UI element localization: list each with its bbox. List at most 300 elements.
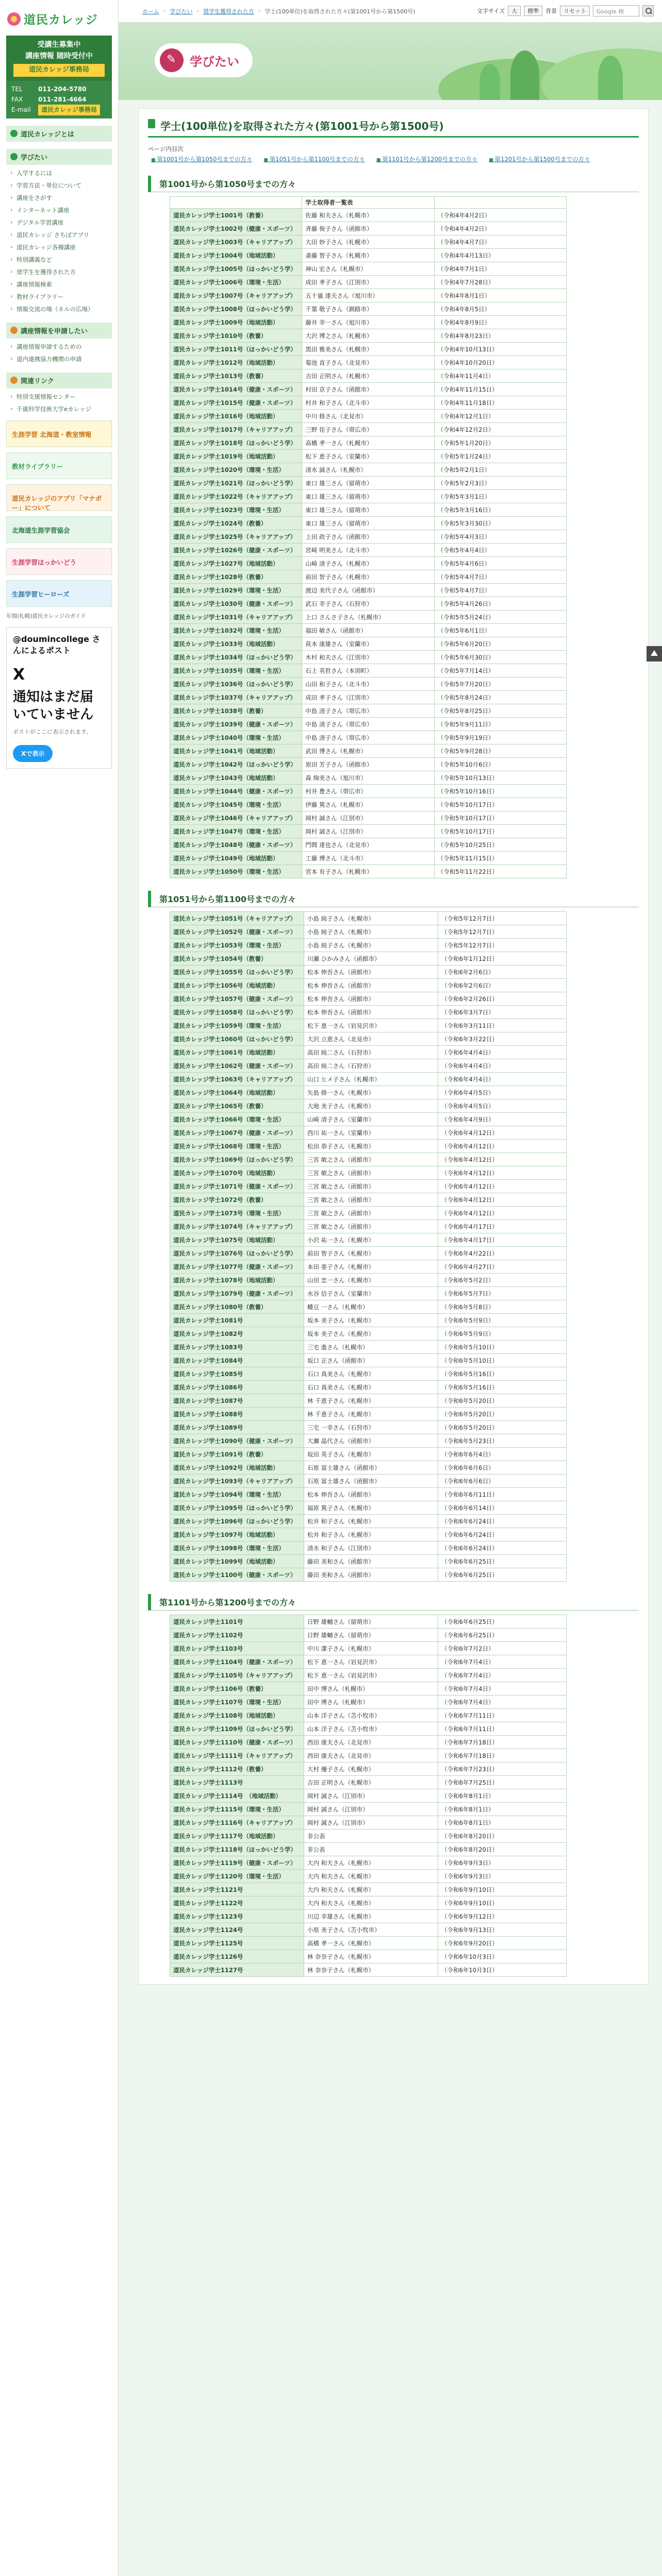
nav-bullet-icon	[10, 130, 18, 137]
recipient-name-cell: 山田 和子さん（北斗市）	[302, 677, 434, 691]
table-row	[170, 1006, 567, 1019]
recipient-name-cell: 斉藤 俊子さん（函館市）	[302, 222, 434, 235]
table-row	[170, 1896, 567, 1910]
table-row	[170, 343, 567, 356]
degree-number-cell: 道民カレッジ学士1034号（ほっかいどう学）	[170, 651, 302, 664]
degree-number-cell: 道民カレッジ学士1039号（健康・スポーツ）	[170, 718, 302, 731]
award-date-cell: （令和6年6月25日）	[438, 1568, 567, 1582]
degree-number-cell: 道民カレッジ学士1102号	[170, 1629, 304, 1642]
table-row	[170, 1287, 567, 1300]
award-date-cell: （令和6年8月1日）	[438, 1816, 567, 1829]
recipient-name-cell: 前田 智子さん（札幌市）	[302, 570, 434, 584]
site-logo[interactable]	[7, 10, 111, 27]
award-date-cell: （令和6年5月8日）	[438, 1300, 567, 1314]
award-date-cell: （令和6年5月16日）	[438, 1367, 567, 1381]
award-date-cell: （令和6年4月17日）	[438, 1220, 567, 1233]
recipient-name-cell: 松下 恵一さん（岩見沢市）	[304, 1655, 438, 1669]
table-row	[170, 1682, 567, 1696]
guide-note[interactable]: 年間(札幌)道民カレッジのガイド	[6, 613, 86, 619]
recipient-name-cell: 大田 妙子さん（札幌市）	[302, 235, 434, 249]
award-date-cell: （令和5年2月1日）	[434, 463, 566, 477]
award-date-cell: （令和6年7月25日）	[438, 1776, 567, 1789]
main-content	[138, 108, 649, 1985]
recipient-name-cell: 松下 恵子さん（室蘭市）	[302, 450, 434, 463]
table-header-cell	[170, 197, 302, 209]
table-row	[170, 825, 567, 838]
recipient-name-cell: 三宮 敏之さん（函館市）	[304, 1220, 438, 1233]
recipient-name-cell: 大内 和夫さん（札幌市）	[304, 1870, 438, 1883]
x-embed	[6, 627, 112, 769]
recipient-name-cell: 黒田 雅美さん（札幌市）	[302, 343, 434, 356]
degree-number-cell: 道民カレッジ学士1112号（教養）	[170, 1762, 304, 1776]
table-row	[170, 624, 567, 637]
recipient-name-cell: 東口 雄三さん（留萌市）	[302, 490, 434, 503]
graduate-table	[170, 911, 567, 1582]
table-header-cell	[434, 197, 566, 209]
table-row	[170, 209, 567, 222]
degree-number-cell: 道民カレッジ学士1116号（キャリアアップ）	[170, 1816, 304, 1829]
table-row	[170, 1019, 567, 1032]
contact-mail-link[interactable]: 道民カレッジ事務局	[38, 105, 100, 115]
degree-number-cell: 道民カレッジ学士1063号（キャリアアップ）	[170, 1073, 304, 1086]
recipient-name-cell: 林 千恵子さん（札幌市）	[304, 1408, 438, 1421]
table-row	[170, 677, 567, 691]
degree-number-cell: 道民カレッジ学士1085号	[170, 1367, 304, 1381]
banner-label: 教材ライブラリー	[12, 462, 63, 470]
recipient-name-cell: 伊藤 篤さん（札幌市）	[302, 798, 434, 811]
sidebar-link[interactable]: › 入学するには	[6, 167, 112, 179]
recipient-name-cell: 大内 和夫さん（札幌市）	[304, 1856, 438, 1870]
award-date-cell: （令和6年5月10日）	[438, 1341, 567, 1354]
degree-number-cell: 道民カレッジ学士1025号（キャリアアップ）	[170, 530, 302, 544]
degree-number-cell: 道民カレッジ学士1095号（ほっかいどう学）	[170, 1501, 304, 1515]
degree-number-cell: 道民カレッジ学士1126号	[170, 1950, 304, 1963]
recipient-name-cell: 斎藤 智子さん（札幌市）	[302, 249, 434, 262]
table-row	[170, 1655, 567, 1669]
recruit-notice[interactable]	[6, 36, 112, 81]
degree-number-cell: 道民カレッジ学士1024号（教養）	[170, 517, 302, 530]
award-date-cell: （令和6年4月4日）	[438, 1046, 567, 1059]
recipient-name-cell: 林 奈奈子さん（札幌市）	[304, 1963, 438, 1977]
recipient-name-cell: 松本 伸吾さん（函館市）	[304, 979, 438, 992]
table-row	[170, 664, 567, 677]
sidebar-link[interactable]: › 特別支援情報センター	[6, 391, 112, 403]
table-row	[170, 1883, 567, 1896]
x-logo-icon: X	[13, 666, 25, 684]
banner-4[interactable]	[6, 516, 112, 543]
degree-number-cell: 道民カレッジ学士1022号（キャリアアップ）	[170, 490, 302, 503]
recipient-name-cell: 成田 孝子さん（江別市）	[302, 691, 434, 704]
table-row	[170, 396, 567, 410]
degree-number-cell: 道民カレッジ学士1058号（ほっかいどう学）	[170, 1006, 304, 1019]
degree-number-cell: 道民カレッジ学士1073号（環境・生活）	[170, 1207, 304, 1220]
tree-decoration	[598, 56, 623, 100]
award-date-cell: （令和5年10月16日）	[434, 785, 566, 798]
degree-number-cell: 道民カレッジ学士1050号（環境・生活）	[170, 865, 302, 878]
back-to-top-button[interactable]	[647, 646, 662, 662]
degree-number-cell: 道民カレッジ学士1120号（環境・生活）	[170, 1870, 304, 1883]
award-date-cell: （令和5年6月1日）	[434, 624, 566, 637]
table-row	[170, 758, 567, 771]
award-date-cell: （令和4年11月15日）	[434, 383, 566, 396]
recipient-name-cell: 松井 和子さん（札幌市）	[304, 1515, 438, 1528]
logo-text: 道民カレッジ	[24, 13, 98, 27]
degree-number-cell: 道民カレッジ学士1107号（環境・生活）	[170, 1696, 304, 1709]
banner-3[interactable]	[6, 484, 112, 511]
table-row	[170, 1314, 567, 1327]
x-view-button[interactable]: Xで表示	[13, 745, 53, 762]
award-date-cell: （令和6年4月12日）	[438, 1140, 567, 1153]
degree-number-cell: 道民カレッジ学士1117号（地域活動）	[170, 1829, 304, 1843]
table-row	[170, 771, 567, 785]
degree-number-cell: 道民カレッジ学士1051号（キャリアアップ）	[170, 912, 304, 925]
award-date-cell: （令和5年4月4日）	[434, 544, 566, 557]
recipient-name-cell: 林 千恵子さん（札幌市）	[304, 1394, 438, 1408]
degree-number-cell: 道民カレッジ学士1079号（健康・スポーツ）	[170, 1287, 304, 1300]
award-date-cell: （令和6年8月1日）	[438, 1803, 567, 1816]
recipient-name-cell: 川辺 幸雄さん（札幌市）	[304, 1910, 438, 1923]
award-date-cell: （令和5年10月25日）	[434, 838, 566, 852]
degree-number-cell: 道民カレッジ学士1048号（健康・スポーツ）	[170, 838, 302, 852]
toc-link[interactable]: ■ 第1201号から第1500号までの方々	[489, 155, 590, 163]
recipient-name-cell: 非公表	[304, 1843, 438, 1856]
contact-tel: 011-204-5780	[38, 85, 87, 93]
nav-org-label: 講座情報を申請したい	[21, 327, 88, 335]
table-row	[170, 1260, 567, 1274]
table-row	[170, 718, 567, 731]
degree-number-cell: 道民カレッジ学士1069号（ほっかいどう学）	[170, 1153, 304, 1166]
notice-line-2: 講座情報 随時受付中	[25, 52, 93, 60]
section-heading: 第1051号から第1100号までの方々	[148, 891, 639, 907]
table-row	[170, 1032, 567, 1046]
recipient-name-cell: 清水 和子さん（江別市）	[304, 1541, 438, 1555]
recipient-name-cell: 小原 美子さん（苫小牧市）	[304, 1923, 438, 1937]
table-row	[170, 1555, 567, 1568]
notice-line-1: 受講生募集中	[37, 41, 81, 49]
award-date-cell: （令和4年4月2日）	[434, 222, 566, 235]
recipient-name-cell: 藤田 美和さん（函館市）	[304, 1555, 438, 1568]
table-row	[170, 1528, 567, 1541]
recipient-name-cell: 石原 富士雄さん（函館市）	[304, 1475, 438, 1488]
banner-label: 生涯学習 北海道・教室情報	[12, 430, 92, 438]
table-row	[170, 1274, 567, 1287]
logo-mark-icon	[7, 12, 21, 26]
table-row	[170, 1233, 567, 1247]
recipient-name-cell: 三宮 敏之さん（函館市）	[304, 1207, 438, 1220]
award-date-cell: （令和6年5月20日）	[438, 1394, 567, 1408]
award-date-cell: （令和6年6月25日）	[438, 1629, 567, 1642]
table-row	[170, 1736, 567, 1749]
banner-6[interactable]	[6, 580, 112, 607]
reset-button[interactable]: リセット	[560, 6, 590, 16]
breadcrumb	[142, 7, 415, 15]
degree-number-cell: 道民カレッジ学士1052号（健康・スポーツ）	[170, 925, 304, 939]
degree-number-cell: 道民カレッジ学士1061号（地域活動）	[170, 1046, 304, 1059]
recipient-name-cell: 日野 雄輔さん（留萌市）	[304, 1615, 438, 1629]
table-row	[170, 1367, 567, 1381]
degree-number-cell: 道民カレッジ学士1010号（教養）	[170, 329, 302, 343]
award-date-cell: （令和5年1月24日）	[434, 450, 566, 463]
recipient-name-cell: 松本 伸吾さん（函館市）	[304, 965, 438, 979]
table-row	[170, 611, 567, 624]
table-row	[170, 1937, 567, 1950]
award-date-cell: （令和6年6月14日）	[438, 1501, 567, 1515]
learn-menu	[6, 167, 112, 315]
table-row	[170, 584, 567, 597]
award-date-cell: （令和4年12月1日）	[434, 410, 566, 423]
recipient-name-cell: 中川 潔子さん（札幌市）	[304, 1642, 438, 1655]
toc-link[interactable]: ■ 第1051号から第1100号までの方々	[263, 155, 365, 163]
degree-number-cell: 道民カレッジ学士1077号（健康・スポーツ）	[170, 1260, 304, 1274]
recipient-name-cell: 三宮 敏之さん（函館市）	[304, 1180, 438, 1193]
degree-number-cell: 道民カレッジ学士1115号（環境・生活）	[170, 1803, 304, 1816]
recipient-name-cell: 渡辺 美代子さん（函館市）	[302, 584, 434, 597]
accessibility-tools	[477, 5, 654, 16]
font-normal-button[interactable]: 標準	[524, 6, 542, 16]
degree-number-cell: 道民カレッジ学士1019号（地域活動）	[170, 450, 302, 463]
recipient-name-cell: 川瀬 ひかみさん（函館市）	[304, 952, 438, 965]
table-row	[170, 530, 567, 544]
award-date-cell: （令和4年8月5日）	[434, 302, 566, 316]
sidebar-link[interactable]: › 学習方法・単位について	[6, 179, 112, 192]
recipient-name-cell: 東口 雄三さん（留萌市）	[302, 477, 434, 490]
degree-number-cell: 道民カレッジ学士1021号（ほっかいどう学）	[170, 477, 302, 490]
recipient-name-cell: 前田 智子さん（札幌市）	[304, 1247, 438, 1260]
table-row	[170, 369, 567, 383]
table-row	[170, 1207, 567, 1220]
award-date-cell: （令和6年4月9日）	[438, 1113, 567, 1126]
degree-number-cell: 道民カレッジ学士1125号	[170, 1937, 304, 1950]
degree-number-cell: 道民カレッジ学士1067号（健康・スポーツ）	[170, 1126, 304, 1140]
banner-label: 生涯学習ほっかいどう	[12, 558, 77, 566]
award-date-cell: （令和6年6月6日）	[438, 1475, 567, 1488]
award-date-cell: （令和6年6月25日）	[438, 1615, 567, 1629]
award-date-cell: （令和6年5月9日）	[438, 1327, 567, 1341]
table-row	[170, 410, 567, 423]
table-row	[170, 1749, 567, 1762]
recipient-name-cell: 中島 清子さん（帯広市）	[302, 704, 434, 718]
award-date-cell: （令和6年2月26日）	[438, 992, 567, 1006]
degree-number-cell: 道民カレッジ学士1015号（健康・スポーツ）	[170, 396, 302, 410]
search-icon[interactable]	[642, 5, 654, 16]
table-row	[170, 1341, 567, 1354]
sidebar-link[interactable]: › 情報交流の場（ネルの広場）	[6, 303, 112, 315]
award-date-cell: （令和5年9月28日）	[434, 744, 566, 758]
sidebar-link[interactable]: › 特別講義など	[6, 253, 112, 266]
sidebar-link[interactable]: › 道民カレッジ各種講座	[6, 241, 112, 253]
sidebar-link[interactable]: › 千歳科学技術大学eカレッジ	[6, 403, 112, 415]
table-row	[170, 912, 567, 925]
search-input[interactable]: Google 検	[593, 5, 639, 16]
nav-links[interactable]	[6, 372, 112, 388]
sidebar-link[interactable]: › 道内連携協力機関の申請	[6, 353, 112, 365]
links-menu	[6, 391, 112, 415]
degree-number-cell: 道民カレッジ学士1093号（キャリアアップ）	[170, 1475, 304, 1488]
degree-number-cell: 道民カレッジ学士1064号（地域活動）	[170, 1086, 304, 1099]
degree-number-cell: 道民カレッジ学士1094号（環境・生活）	[170, 1488, 304, 1501]
award-date-cell: （令和4年4月13日）	[434, 249, 566, 262]
recipient-name-cell: 佐藤 和夫さん（札幌市）	[302, 209, 434, 222]
degree-number-cell: 道民カレッジ学士1123号	[170, 1910, 304, 1923]
table-row	[170, 450, 567, 463]
award-date-cell: （令和6年6月6日）	[438, 1461, 567, 1475]
award-date-cell: （令和5年4月3日）	[434, 530, 566, 544]
table-row	[170, 249, 567, 262]
recipient-name-cell: 水谷 信子さん（室蘭市）	[304, 1287, 438, 1300]
sidebar-link[interactable]: › 奨学生を獲得された方	[6, 266, 112, 278]
degree-number-cell: 道民カレッジ学士1037号（キャリアアップ）	[170, 691, 302, 704]
recipient-name-cell: 高田 純二さん（石狩市）	[304, 1059, 438, 1073]
award-date-cell: （令和6年4月12日）	[438, 1180, 567, 1193]
award-date-cell: （令和4年8月1日）	[434, 289, 566, 302]
sidebar-link[interactable]: › 講座情報申請するための	[6, 341, 112, 353]
table-row	[170, 1829, 567, 1843]
recipient-name-cell: 五十嵐 達夫さん（旭川市）	[302, 289, 434, 302]
recipient-name-cell: 岡村 誠さん（江別市）	[304, 1803, 438, 1816]
table-row	[170, 544, 567, 557]
breadcrumb-home[interactable]: ホーム	[142, 8, 159, 15]
degree-number-cell: 道民カレッジ学士1049号（地域活動）	[170, 852, 302, 865]
recipient-name-cell: 田中 博さん（札幌市）	[304, 1682, 438, 1696]
award-date-cell: （令和6年9月12日）	[438, 1910, 567, 1923]
table-row	[170, 838, 567, 852]
nav-learn[interactable]	[6, 149, 112, 165]
table-row	[170, 1856, 567, 1870]
table-row	[170, 1126, 567, 1140]
table-row	[170, 1394, 567, 1408]
breadcrumb-awarded[interactable]: 奨学生獲得された方	[203, 8, 254, 15]
degree-number-cell: 道民カレッジ学士1070号（地域活動）	[170, 1166, 304, 1180]
recipient-name-cell: 森 絢美さん（旭川市）	[302, 771, 434, 785]
sidebar-link[interactable]: › 講座情報検索	[6, 278, 112, 291]
table-row	[170, 1488, 567, 1501]
recipient-name-cell: 小島 純子さん（札幌市）	[304, 925, 438, 939]
tree-decoration	[510, 50, 539, 100]
font-large-button[interactable]: 大	[508, 6, 521, 16]
degree-number-cell: 道民カレッジ学士1090号（健康・スポーツ）	[170, 1434, 304, 1448]
table-row	[170, 1408, 567, 1421]
graduate-table	[170, 196, 567, 878]
degree-number-cell: 道民カレッジ学士1100号（健康・スポーツ）	[170, 1568, 304, 1582]
table-row	[170, 1140, 567, 1153]
award-date-cell: （令和6年4月12日）	[438, 1153, 567, 1166]
banner-label: 北海道生涯学習協会	[12, 526, 70, 534]
toc-link[interactable]: ■ 第1101号から第1200号までの方々	[376, 155, 477, 163]
degree-number-cell: 道民カレッジ学士1086号	[170, 1381, 304, 1394]
recipient-name-cell: 福田 敏さん（函館市）	[302, 624, 434, 637]
recipient-name-cell: 三宮 敏之さん（函館市）	[304, 1166, 438, 1180]
banner-5[interactable]	[6, 548, 112, 575]
table-row	[170, 852, 567, 865]
award-date-cell: （令和6年2月6日）	[438, 979, 567, 992]
degree-number-cell: 道民カレッジ学士1122号	[170, 1896, 304, 1910]
award-date-cell: （令和6年4月4日）	[438, 1059, 567, 1073]
table-row	[170, 1046, 567, 1059]
table-row	[170, 1220, 567, 1233]
sidebar-link[interactable]: › 教材ライブラリー	[6, 291, 112, 303]
table-row	[170, 731, 567, 744]
sidebar-link[interactable]: › 道民カレッジ さちぽアプリ	[6, 229, 112, 241]
nav-about[interactable]	[6, 126, 112, 142]
table-row	[170, 1434, 567, 1448]
page-title: 学士(100単位)を取得された方々(第1001号から第1500号)	[148, 116, 639, 138]
nav-bullet-icon	[10, 153, 18, 160]
sidebar-link[interactable]: › インターネット講座	[6, 204, 112, 216]
recipient-name-cell: 坂口 正さん（函館市）	[304, 1354, 438, 1367]
recipient-name-cell: 東口 雄三さん（留萌市）	[302, 517, 434, 530]
sidebar-link[interactable]: › 講座をさがす	[6, 192, 112, 204]
degree-number-cell: 道民カレッジ学士1109号（ほっかいどう学）	[170, 1722, 304, 1736]
degree-number-cell: 道民カレッジ学士1004号（地域活動）	[170, 249, 302, 262]
award-date-cell: （令和6年5月20日）	[438, 1421, 567, 1434]
table-row	[170, 1501, 567, 1515]
degree-number-cell: 道民カレッジ学士1076号（ほっかいどう学）	[170, 1247, 304, 1260]
table-row	[170, 463, 567, 477]
degree-number-cell: 道民カレッジ学士1091号（教養）	[170, 1448, 304, 1461]
breadcrumb-learn[interactable]: 学びたい	[170, 8, 193, 15]
sidebar-link[interactable]: › デジタル学習講座	[6, 216, 112, 229]
sections	[148, 176, 639, 1977]
award-date-cell: （令和5年4月7日）	[434, 570, 566, 584]
recipient-name-cell: 大内 和夫さん（札幌市）	[304, 1883, 438, 1896]
recipient-name-cell: 三宅 一幸さん（石狩市）	[304, 1421, 438, 1434]
degree-number-cell: 道民カレッジ学士1028号（教養）	[170, 570, 302, 584]
banner-1[interactable]	[6, 420, 112, 447]
award-date-cell: （令和6年4月27日）	[438, 1260, 567, 1274]
banner-2[interactable]	[6, 452, 112, 479]
award-date-cell: （令和6年5月16日）	[438, 1381, 567, 1394]
degree-number-cell: 道民カレッジ学士1096号（ほっかいどう学）	[170, 1515, 304, 1528]
award-date-cell: （令和6年7月18日）	[438, 1749, 567, 1762]
degree-number-cell: 道民カレッジ学士1084号	[170, 1354, 304, 1367]
table-row	[170, 939, 567, 952]
recipient-name-cell: 木村 和夫さん（江別市）	[302, 651, 434, 664]
table-row	[170, 1193, 567, 1207]
degree-number-cell: 道民カレッジ学士1013号（教養）	[170, 369, 302, 383]
nav-org[interactable]	[6, 323, 112, 338]
award-date-cell: （令和5年4月6日）	[434, 557, 566, 570]
degree-number-cell: 道民カレッジ学士1075号（地域活動）	[170, 1233, 304, 1247]
award-date-cell: （令和4年4月7日）	[434, 235, 566, 249]
award-date-cell: （令和6年10月3日）	[438, 1950, 567, 1963]
x-empty-text: ポストがここに表示されます。	[13, 728, 92, 736]
degree-number-cell: 道民カレッジ学士1036号（ほっかいどう学）	[170, 677, 302, 691]
contact-box	[6, 81, 112, 118]
contact-fax-label: FAX	[11, 95, 23, 103]
toc-link[interactable]: ■ 第1001号から第1050号までの方々	[151, 155, 252, 163]
top-bar	[119, 0, 662, 23]
breadcrumb-sep: ›	[258, 7, 261, 14]
degree-number-cell: 道民カレッジ学士1018号（ほっかいどう学）	[170, 436, 302, 450]
recipient-name-cell: 中島 清子さん（帯広市）	[302, 718, 434, 731]
x-handle[interactable]: @doumincollege さんによるポスト	[13, 634, 101, 656]
degree-number-cell: 道民カレッジ学士1047号（環境・生活）	[170, 825, 302, 838]
table-row	[170, 1950, 567, 1963]
award-date-cell: （令和6年8月20日）	[438, 1829, 567, 1843]
recipient-name-cell: 田中 博さん（札幌市）	[304, 1696, 438, 1709]
degree-number-cell: 道民カレッジ学士1066号（環境・生活）	[170, 1113, 304, 1126]
table-row	[170, 1461, 567, 1475]
degree-number-cell: 道民カレッジ学士1043号（地域活動）	[170, 771, 302, 785]
nav-bullet-icon	[10, 377, 18, 384]
nav-links-label: 関連リンク	[21, 377, 54, 385]
recipient-name-cell: 福原 篤子さん（札幌市）	[304, 1501, 438, 1515]
x-empty-title: 通知はまだ届いていません	[13, 689, 94, 723]
table-row	[170, 423, 567, 436]
table-row	[170, 965, 567, 979]
award-date-cell: （令和5年6月30日）	[434, 651, 566, 664]
degree-number-cell: 道民カレッジ学士1092号（地域活動）	[170, 1461, 304, 1475]
